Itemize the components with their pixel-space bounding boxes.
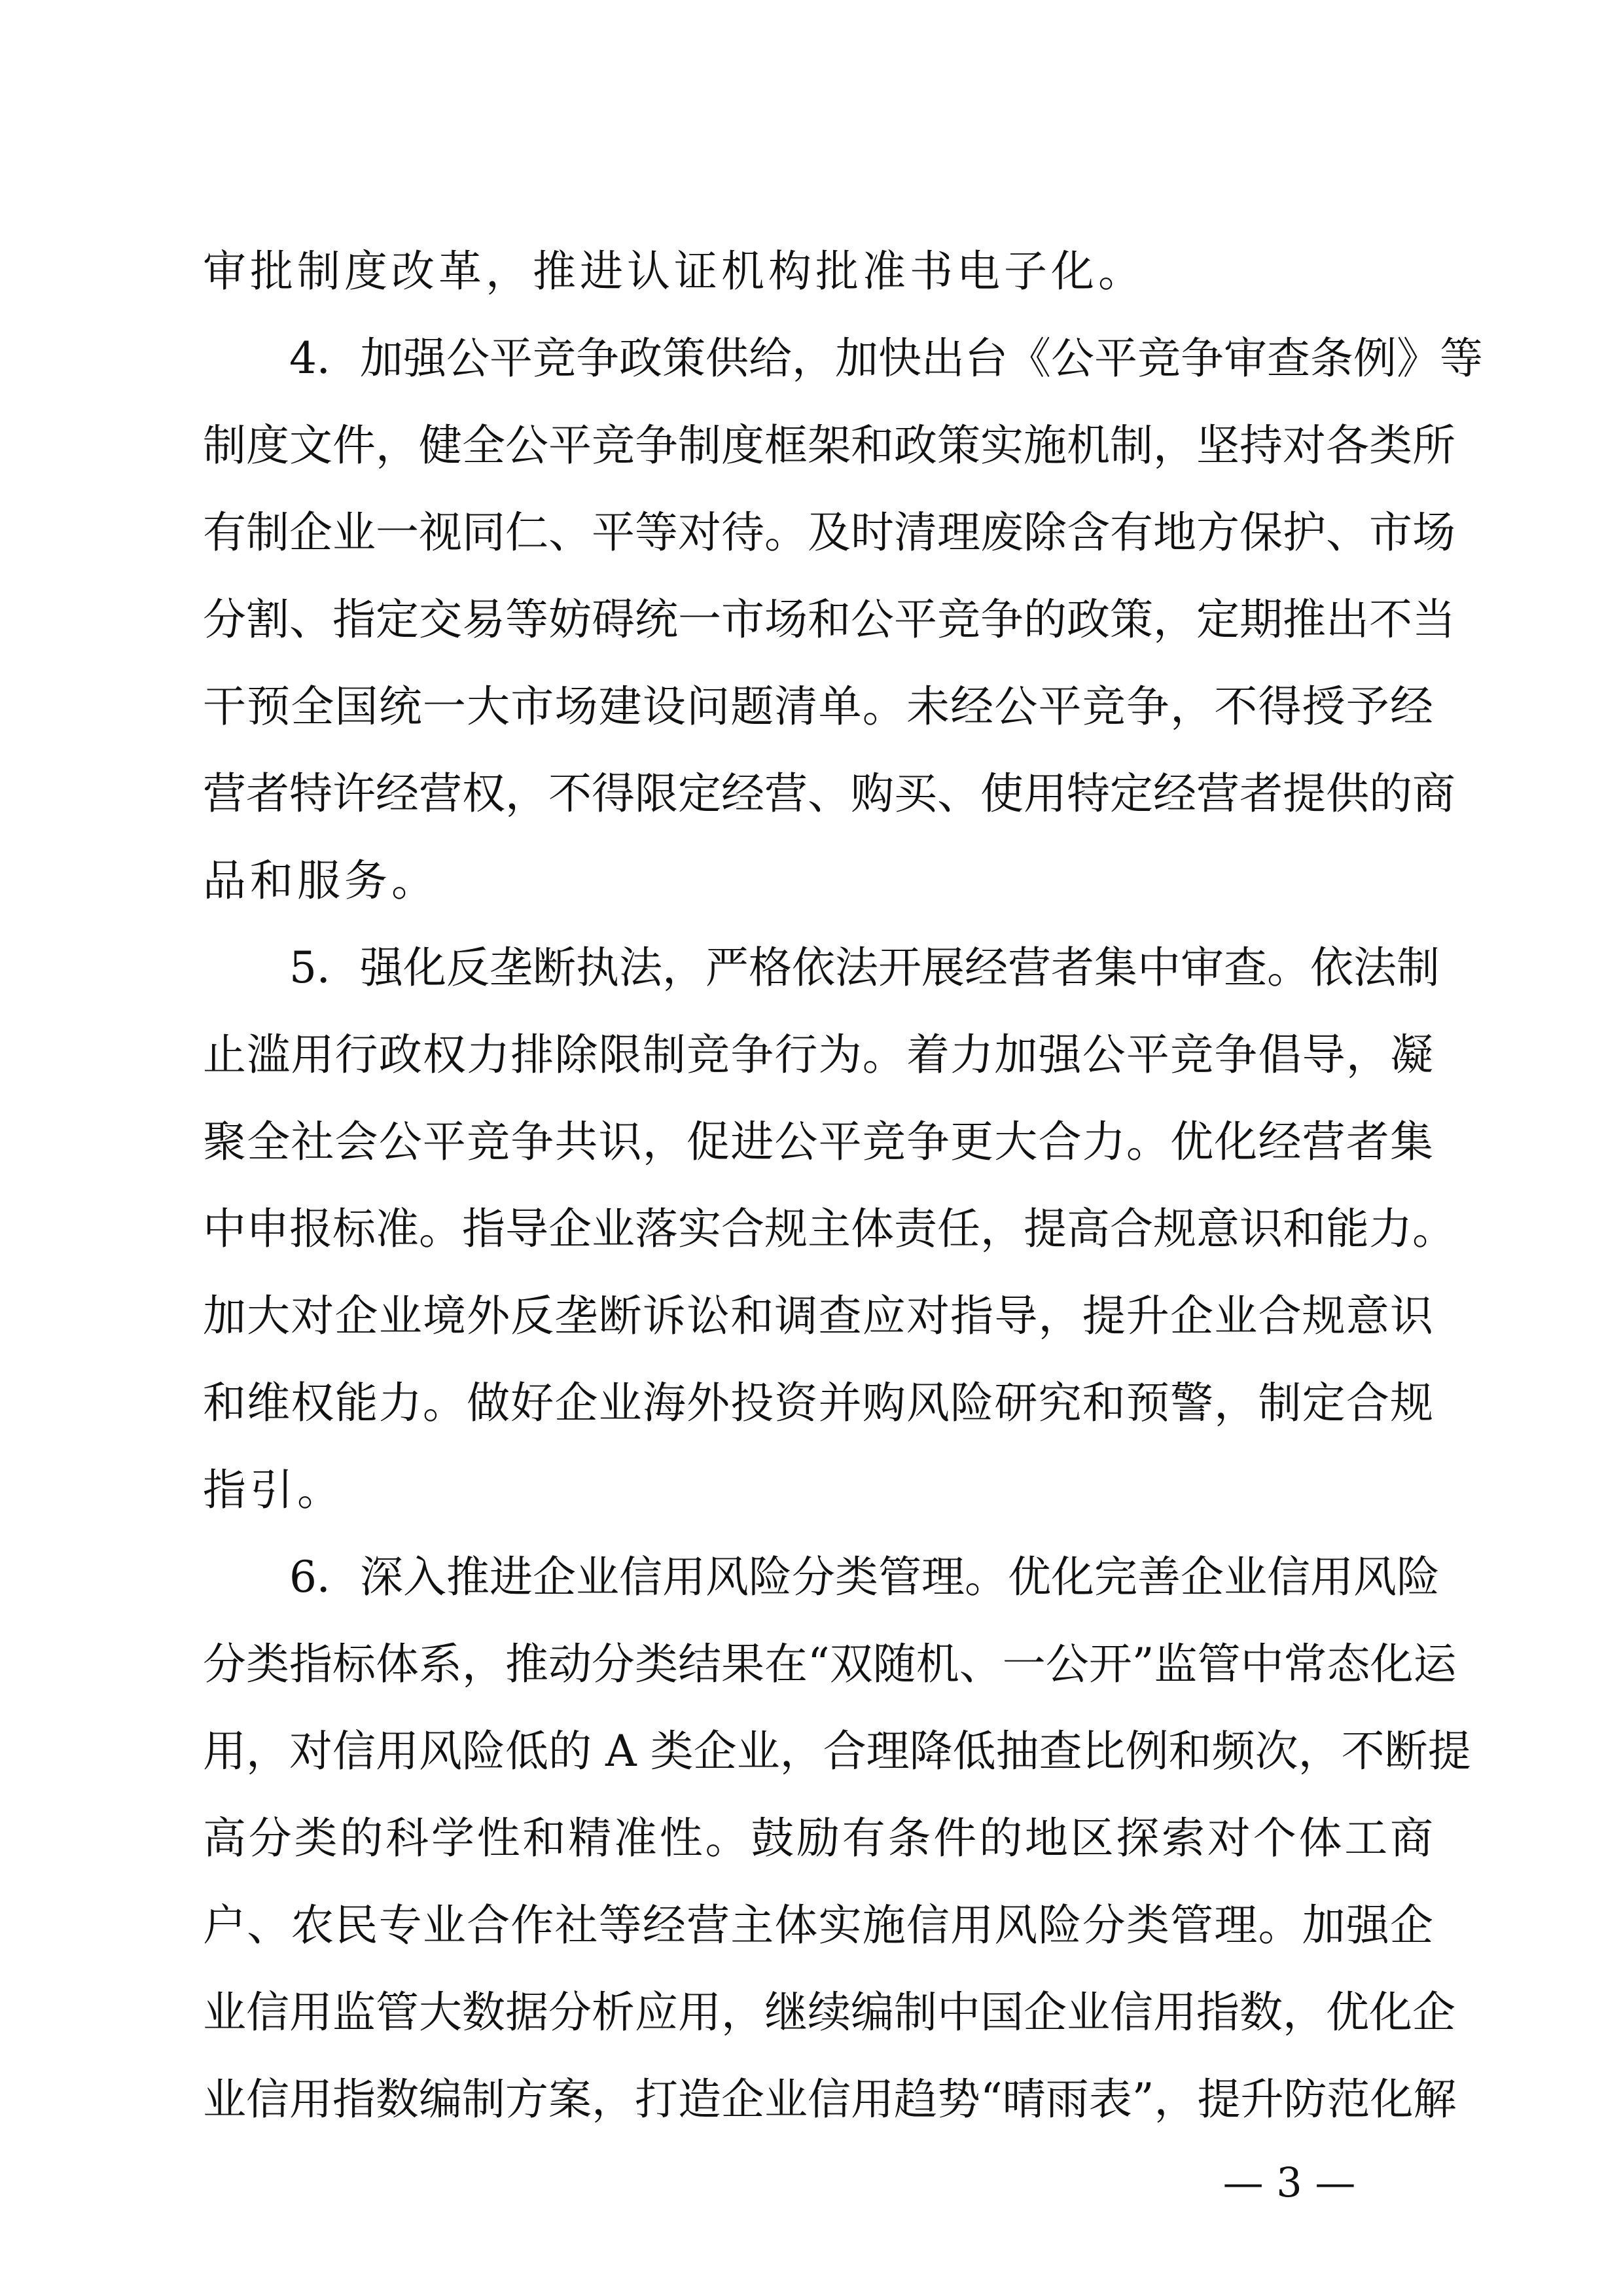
- paragraph-6-start: 6．深入推进企业信用风险分类管理。优化完善企业信用风险: [289, 1552, 1440, 1602]
- text-line: 审批制度改革，推进认证机构批准书电子化。: [203, 246, 1145, 296]
- text-line: 分类指标体系，推动分类结果在“双随机、一公开”监管中常态化运: [203, 1639, 1457, 1689]
- text-line: 用，对信用风险低的 A 类企业，合理降低抽查比例和频次，不断提: [203, 1726, 1471, 1776]
- text-line: 和维权能力。做好企业海外投资并购风险研究和预警，制定合规: [203, 1378, 1433, 1428]
- text-line: 中申报标准。指导企业落实合规主体责任，提高合规意识和能力。: [203, 1204, 1455, 1254]
- text-line: 干预全国统一大市场建设问题清单。未经公平竞争，不得授予经: [203, 681, 1433, 732]
- text-line: 聚全社会公平竞争共识，促进公平竞争更大合力。优化经营者集: [203, 1117, 1433, 1167]
- page-number: — 3 —: [1222, 2159, 1356, 2206]
- text-line: 指引。: [203, 1465, 344, 1515]
- text-line: 分割、指定交易等妨碍统一市场和公平竞争的政策，定期推出不当: [203, 594, 1455, 645]
- text-line: 有制企业一视同仁、平等对待。及时清理废除含有地方保护、市场: [203, 507, 1455, 558]
- text-line: 业信用监管大数据分析应用，继续编制中国企业信用指数，优化企: [203, 1987, 1455, 2037]
- text-line: 户、农民专业合作社等经营主体实施信用风险分类管理。加强企: [203, 1900, 1433, 1950]
- text-line: 制度文件，健全公平竞争制度框架和政策实施机制，坚持对各类所: [203, 420, 1455, 471]
- text-line: 止滥用行政权力排除限制竞争行为。着力加强公平竞争倡导，凝: [203, 1030, 1433, 1080]
- text-line: 营者特许经营权，不得限定经营、购买、使用特定经营者提供的商: [203, 768, 1455, 819]
- paragraph-5-start: 5．强化反垄断执法，严格依法开展经营者集中审查。依法制: [289, 942, 1440, 993]
- text-line: 业信用指数编制方案，打造企业信用趋势“晴雨表”，提升防范化解: [203, 2074, 1457, 2125]
- text-line: 高分类的科学性和精准性。鼓励有条件的地区探索对个体工商: [203, 1813, 1433, 1863]
- text-line: 加大对企业境外反垄断诉讼和调查应对指导，提升企业合规意识: [203, 1291, 1433, 1341]
- text-line: 品和服务。: [203, 855, 438, 906]
- paragraph-4-start: 4．加强公平竞争政策供给，加快出台《公平竞争审查条例》等: [289, 333, 1483, 384]
